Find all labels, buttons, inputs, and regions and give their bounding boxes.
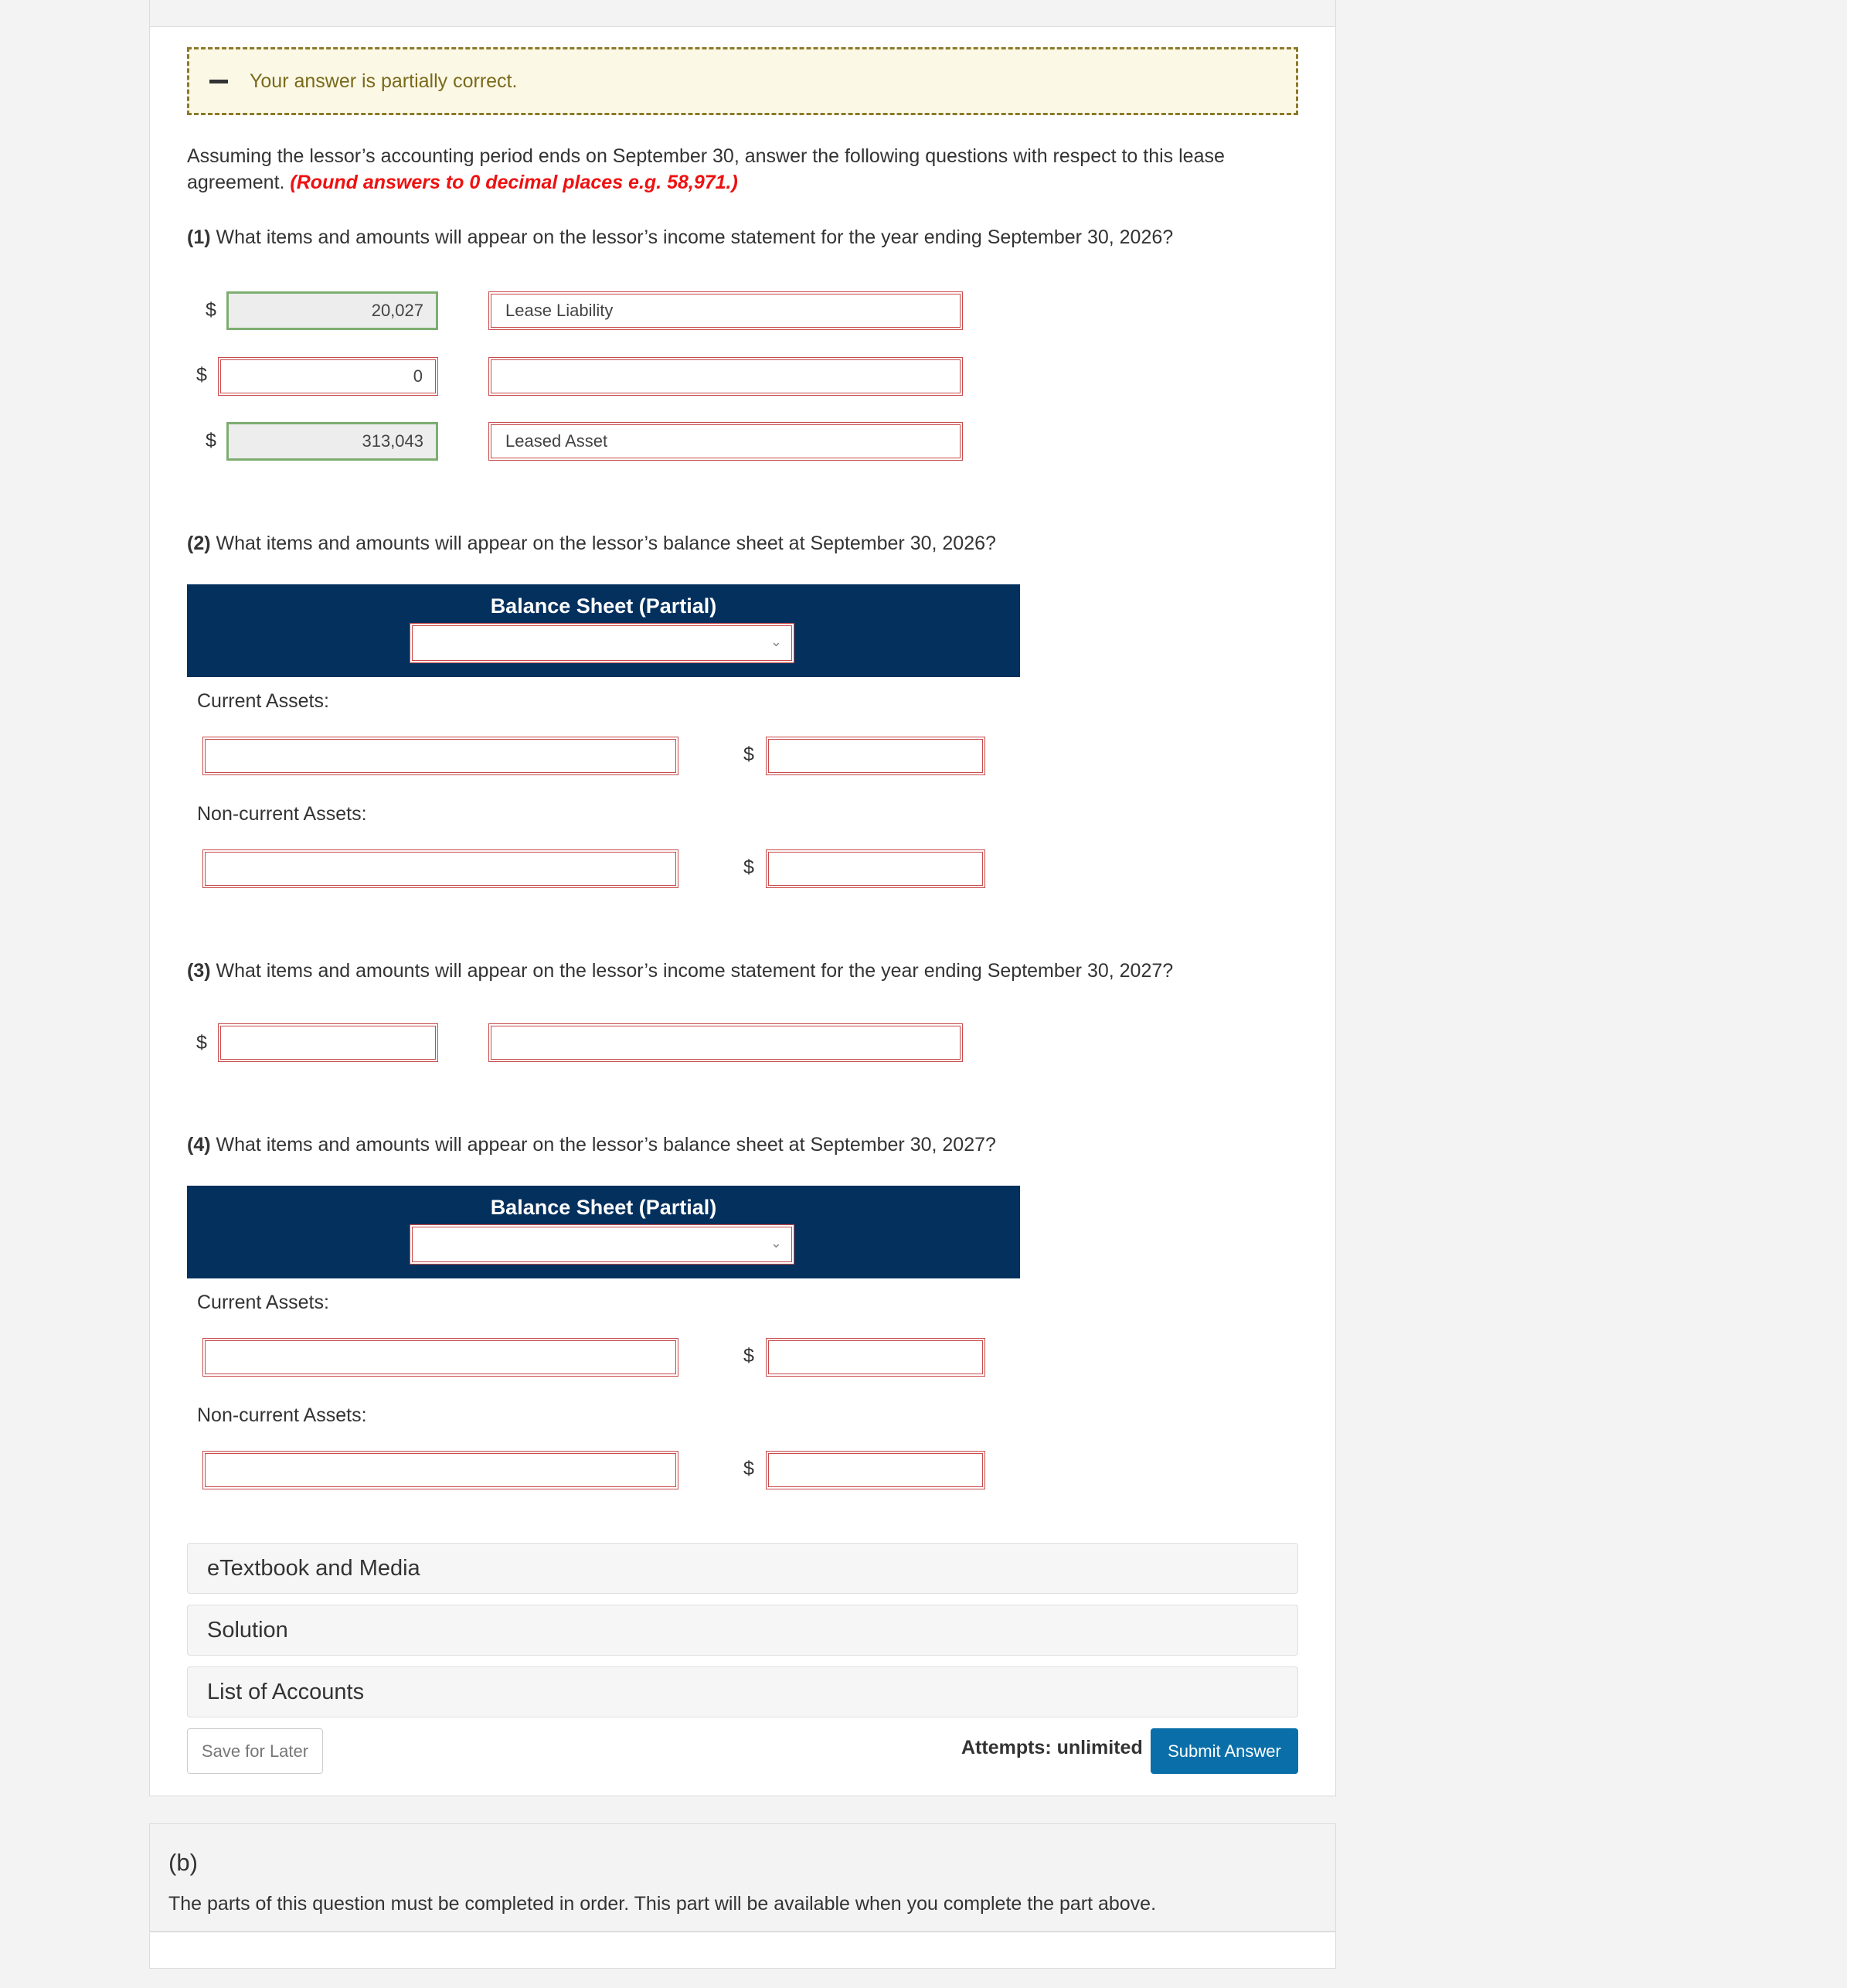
chevron-down-icon: ⌄ (770, 1235, 782, 1251)
q1-amount-3[interactable]: 313,043 (226, 422, 438, 461)
save-for-later-button[interactable]: Save for Later (187, 1728, 323, 1774)
question-2: (2) What items and amounts will appear on the lessor’s balance sheet at September 30, 2026? (187, 533, 996, 554)
balance-sheet-header (187, 584, 1020, 677)
question-3: (3) What items and amounts will appear on the lessor’s income statement for the year ending September 30, 2027? (187, 960, 1174, 982)
current-assets-label: Current Assets: (197, 1292, 329, 1313)
balance-sheet-title: Balance Sheet (Partial) (490, 594, 717, 618)
question-card (149, 0, 1336, 1796)
feedback-alert (187, 47, 1298, 115)
instructions-line2: agreement. (Round answers to 0 decimal places e.g. 58,971.) (187, 172, 738, 193)
noncurrent-assets-label: Non-current Assets: (197, 1404, 367, 1426)
part-b-footer (149, 1932, 1336, 1969)
q1-item-2[interactable] (488, 357, 963, 396)
current-asset-item-input[interactable] (202, 737, 678, 775)
dollar-sign: $ (743, 1345, 754, 1367)
noncurrent-asset-item-input[interactable] (202, 849, 678, 888)
noncurrent-asset-amount-input[interactable] (766, 1451, 985, 1489)
chevron-down-icon: ⌄ (770, 634, 782, 649)
date-select[interactable] (410, 623, 794, 663)
noncurrent-assets-label: Non-current Assets: (197, 803, 367, 825)
accordion-list-of-accounts[interactable]: List of Accounts (187, 1666, 1298, 1717)
part-b-message: The parts of this question must be completed in order. This part will be available when you complete the part above. (168, 1893, 1157, 1915)
current-assets-label: Current Assets: (197, 690, 329, 712)
dollar-sign: $ (743, 744, 754, 765)
dollar-sign: $ (206, 299, 216, 321)
part-b-card (149, 1823, 1336, 1932)
rounding-note: (Round answers to 0 decimal places e.g. 58,971.) (290, 172, 738, 193)
date-select[interactable] (410, 1224, 794, 1265)
noncurrent-asset-amount-input[interactable] (766, 849, 985, 888)
question-4: (4) What items and amounts will appear on the lessor’s balance sheet at September 30, 2027? (187, 1134, 996, 1156)
question-1: (1) What items and amounts will appear on the lessor’s income statement for the year ending September 30, 2026? (187, 226, 1174, 248)
accordion-etextbook[interactable]: eTextbook and Media (187, 1543, 1298, 1594)
q1-item-3[interactable]: Leased Asset (488, 422, 963, 461)
card-header-strip (150, 0, 1335, 27)
scrollbar-track[interactable] (1847, 0, 1860, 1988)
dollar-sign: $ (196, 364, 207, 386)
balance-sheet-title: Balance Sheet (Partial) (490, 1196, 717, 1219)
current-asset-amount-input[interactable] (766, 737, 985, 775)
accordion-solution[interactable]: Solution (187, 1605, 1298, 1656)
dollar-sign: $ (743, 1458, 754, 1479)
current-asset-item-input[interactable] (202, 1338, 678, 1377)
instructions-line1: Assuming the lessor’s accounting period ends on September 30, answer the following questions with respect to this lease (187, 145, 1225, 167)
dollar-sign: $ (196, 1032, 207, 1054)
attempts-label: Attempts: unlimited (961, 1737, 1143, 1758)
part-b-label: (b) (168, 1849, 198, 1876)
q1-amount-1[interactable]: 20,027 (226, 291, 438, 330)
current-asset-amount-input[interactable] (766, 1338, 985, 1377)
balance-sheet-header (187, 1186, 1020, 1278)
dollar-sign: $ (743, 856, 754, 878)
noncurrent-asset-item-input[interactable] (202, 1451, 678, 1489)
q3-item-input[interactable] (488, 1023, 963, 1062)
dollar-sign: $ (206, 430, 216, 451)
submit-answer-button[interactable]: Submit Answer (1151, 1728, 1298, 1774)
q3-amount-input[interactable] (218, 1023, 438, 1062)
q1-amount-2[interactable]: 0 (218, 357, 438, 396)
alert-text: Your answer is partially correct. (250, 70, 518, 92)
minus-icon (209, 80, 228, 83)
q1-item-1[interactable]: Lease Liability (488, 291, 963, 330)
